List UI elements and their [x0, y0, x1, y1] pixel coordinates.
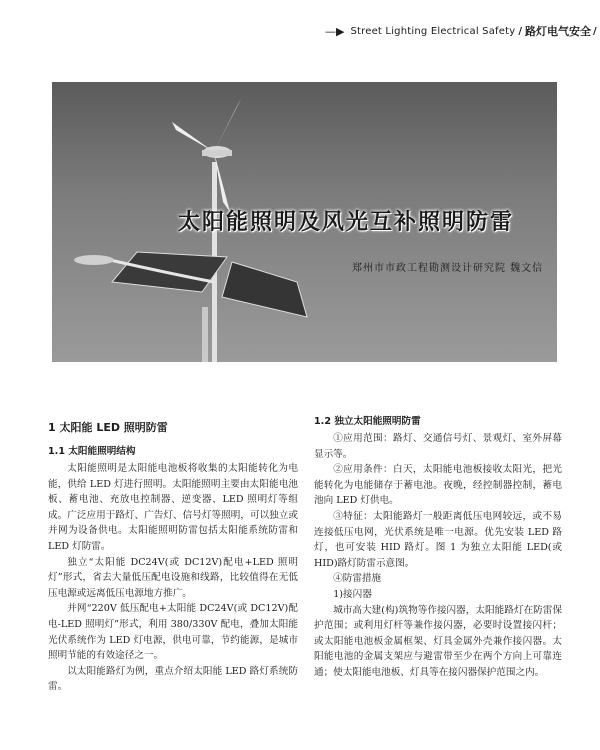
- paragraph: ④防雷措施: [333, 573, 382, 585]
- paragraph: 太阳能照明是太阳能电池板将收集的太阳能转化为电能，供给 LED 灯进行照明。太阳能照明主要由太阳能电池板、蓄电池、充放电控制器、逆变器、LED 照明灯等组成。广泛应用于路灯、广告灯、信号灯等照明，可以独立或并网为设备供电。太阳能照明防雷包括太阳能系统防雷和 LED 灯防雷。: [48, 463, 298, 552]
- paragraph: 城市高大建(构)筑物等作接闪器，太阳能路灯在防雷保护范围；或利用灯杆等兼作接闪器，必要时设置接闪杆；或太阳能电池板金属框架、灯具金属外壳兼作接闪器。太阳能电池的金属支架应与避雷带至少在两个方向上可靠连通；使太阳能电池板、灯具等在接闪器保护范围之内。: [314, 604, 562, 678]
- lamp-head: [74, 255, 114, 265]
- author-line: 郑州市市政工程勘测设计研究院 魏文信: [352, 263, 544, 274]
- subsection-heading: 1.2 独立太阳能照明防雷: [314, 416, 421, 427]
- left-column: [48, 420, 298, 695]
- right-column: [314, 414, 562, 681]
- solar-panel: [222, 262, 307, 317]
- header-english: Street Lighting Electrical Safety: [350, 25, 516, 37]
- paragraph: 以太阳能路灯为例，重点介绍太阳能 LED 路灯系统防雷。: [48, 665, 298, 693]
- subsection-heading: 1.1 太阳能照明结构: [48, 446, 136, 457]
- paragraph: 并网“220V 低压配电+太阳能 DC24V(或 DC12V)配电-LED 照明灯”形式，利用 380/330V 配电，叠加太阳能光伏系统作为 LED 灯电源，供电可靠，节约能源，是城市照明节能的有效途径之一。: [48, 603, 298, 662]
- section-heading: 1 太阳能 LED 照明防雷: [48, 421, 168, 434]
- turbine-blade: [214, 97, 242, 152]
- header-chinese: 路灯电气安全: [525, 25, 592, 38]
- running-header: [325, 22, 597, 40]
- paragraph: 1)接闪器: [333, 588, 372, 600]
- paragraph: ②应用条件：白天，太阳能电池板接收太阳光，把光能转化为电能储存于蓄电池。夜晚，经控制器控制，蓄电池向 LED 灯供电。: [314, 464, 562, 507]
- paragraph: ①应用范围：路灯、交通信号灯、景观灯、室外屏幕显示等。: [314, 433, 562, 460]
- header-separator: /: [518, 25, 523, 37]
- paragraph: 独立“太阳能 DC24V(或 DC12V)配电+LED 照明灯”形式，省去大量低压配电设施和线路，比较值得在无低压电源或远离低压电源地方推广。: [48, 556, 298, 599]
- lower-pole: [202, 307, 208, 362]
- turbine-blade: [172, 122, 214, 152]
- paragraph: ③特征：太阳能路灯一般距离低压电网较远，或不易连接低压电网，光伏系统是唯一电源。优先安装 LED 路灯，也可安装 HID 路灯。图 1 为独立太阳能 LED(或 HID)路灯防雷示意图。: [314, 510, 562, 569]
- article-title: 太阳能照明及风光互补照明防雷: [178, 210, 515, 235]
- header-arrow-icon: —▶: [325, 24, 345, 38]
- header-end-mark: /: [593, 25, 597, 37]
- turbine-nacelle: [202, 150, 232, 156]
